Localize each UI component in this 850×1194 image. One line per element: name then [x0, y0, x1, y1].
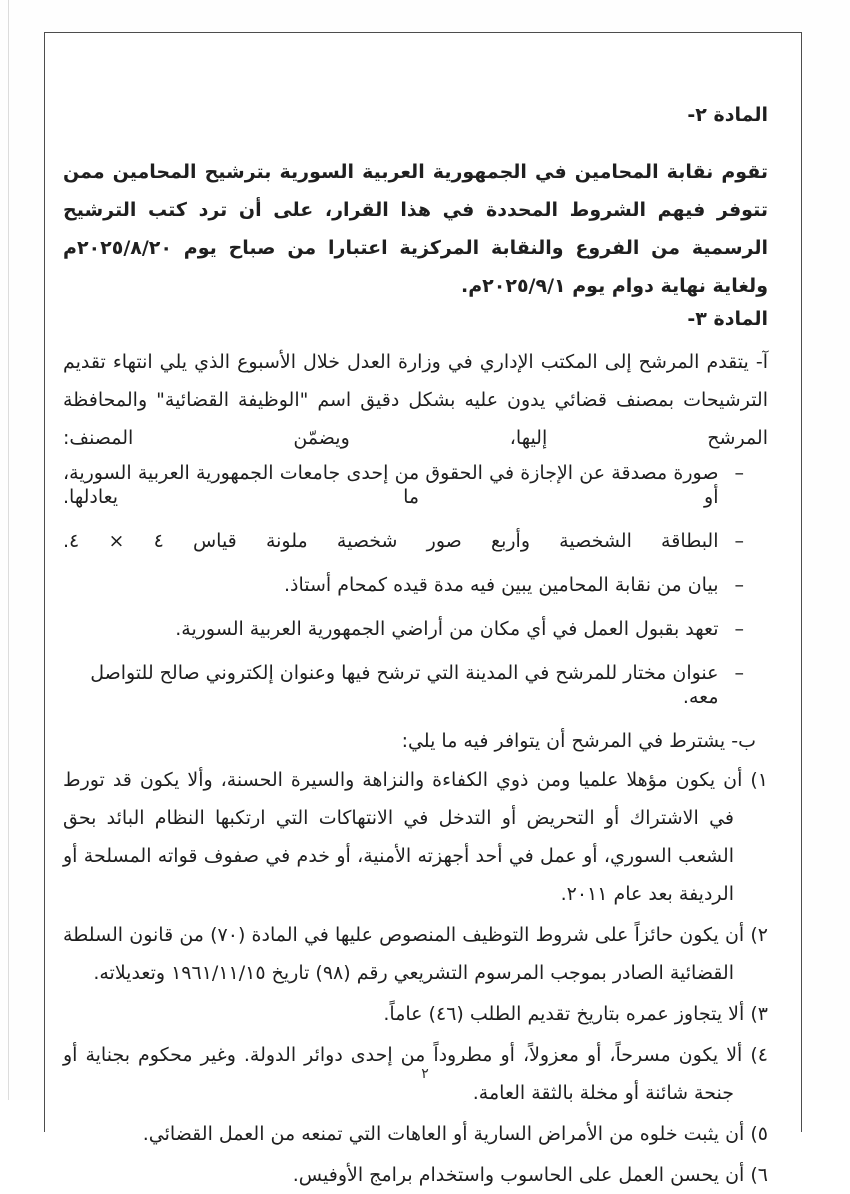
page-border-frame: [44, 32, 802, 1186]
scan-edge-artifact: [8, 0, 9, 1100]
dash-bullet: –: [734, 530, 744, 552]
conditions-list: [63, 761, 768, 1194]
article-3-heading: المادة ٣-: [687, 308, 768, 330]
dash-bullet: –: [734, 662, 744, 684]
dash-bullet: –: [734, 618, 744, 640]
condition-number: ١): [750, 769, 768, 791]
condition-text: ألا يكون مسرحاً، أو معزولاً، أو مطروداً من إحدى دوائر الدولة. وغير محكوم بجناية أو جنحة شائنة أو مخلة بالثقة العامة.: [63, 1044, 743, 1104]
clause-b-paragraph: ب- يشترط في المرشح أن يتوافر فيه ما يلي:: [401, 730, 756, 752]
condition-text: أن يثبت خلوه من الأمراض السارية أو العاهات التي تمنعه من العمل القضائي.: [142, 1123, 745, 1145]
clause-a-paragraph: آ- يتقدم المرشح إلى المكتب الإداري في وزارة العدل خلال الأسبوع الذي يلي انتهاء تقديم الترشيحات بمصنف قضائي يدون عليه بشكل دقيق اسم "الوظيفة القضائية" والمحافظة المرشح إليها، ويضمّن المصنف:: [63, 351, 768, 449]
condition-number: ٦): [750, 1164, 768, 1186]
condition-item: [63, 1156, 768, 1194]
article-2-heading: المادة ٢-: [687, 104, 768, 126]
document-item: [63, 529, 768, 553]
condition-number: ٤): [750, 1044, 768, 1066]
condition-item: [63, 995, 768, 1033]
condition-text: ألا يتجاوز عمره بتاريخ تقديم الطلب (٤٦) عاماً.: [383, 1003, 745, 1025]
document-content: [45, 33, 801, 1194]
document-item-text: عنوان مختار للمرشح في المدينة التي ترشح فيها وعنوان إلكتروني صالح للتواصل معه.: [90, 662, 719, 708]
document-item: [63, 461, 768, 509]
document-item: [63, 573, 768, 597]
page-number: ٢: [421, 1066, 429, 1082]
condition-number: ٣): [750, 1003, 768, 1025]
condition-text: أن يكون مؤهلا علميا ومن ذوي الكفاءة والنزاهة والسيرة الحسنة، وألا يكون قد تورط في الاشتراك أو التحريض أو التدخل في الانتهاكات التي ارتكبها النظام البائد بحق الشعب السوري، أو عمل في أحد أجهزته الأمنية، أو خدم في صفوف قواته المسلحة أو الرديفة بعد عام ٢٠١١.: [63, 769, 743, 905]
document-item: [63, 661, 768, 709]
dash-bullet: –: [734, 462, 744, 484]
document-item-text: صورة مصدقة عن الإجازة في الحقوق من إحدى جامعات الجمهورية العربية السورية، أو ما يعادلها.: [63, 462, 719, 508]
article-2-body: تقوم نقابة المحامين في الجمهورية العربية السورية بترشيح المحامين ممن تتوفر فيهم الشروط المحددة في هذا القرار، على أن ترد كتب الترشيح الرسمية من الفروع والنقابة المركزية اعتبارا من صباح يوم ٢٠٢٥/٨/٢٠م ولغاية نهاية دوام يوم ٢٠٢٥/٩/١م.: [63, 161, 768, 297]
condition-text: أن يحسن العمل على الحاسوب واستخدام برامج الأوفيس.: [292, 1164, 745, 1186]
condition-item: [63, 1115, 768, 1153]
dash-bullet: –: [734, 574, 744, 596]
document-item-text: تعهد بقبول العمل في أي مكان من أراضي الجمهورية العربية السورية.: [175, 618, 719, 640]
condition-number: ٢): [750, 924, 769, 946]
condition-item: [63, 916, 768, 992]
condition-item: [63, 761, 768, 913]
document-item: [63, 617, 768, 641]
condition-number: ٥): [750, 1123, 768, 1145]
required-documents-list: [63, 461, 768, 709]
document-item-text: البطاقة الشخصية وأربع صور شخصية ملونة قياس ٤ × ٤.: [63, 530, 719, 552]
document-item-text: بيان من نقابة المحامين يبين فيه مدة قيده كمحام أستاذ.: [283, 574, 719, 596]
condition-text: أن يكون حائزاً على شروط التوظيف المنصوص عليها في المادة (٧٠) من قانون السلطة القضائية الصادر بموجب المرسوم التشريعي رقم (٩٨) تاريخ ١٩٦١/١١/١٥ وتعديلاته.: [63, 924, 745, 984]
